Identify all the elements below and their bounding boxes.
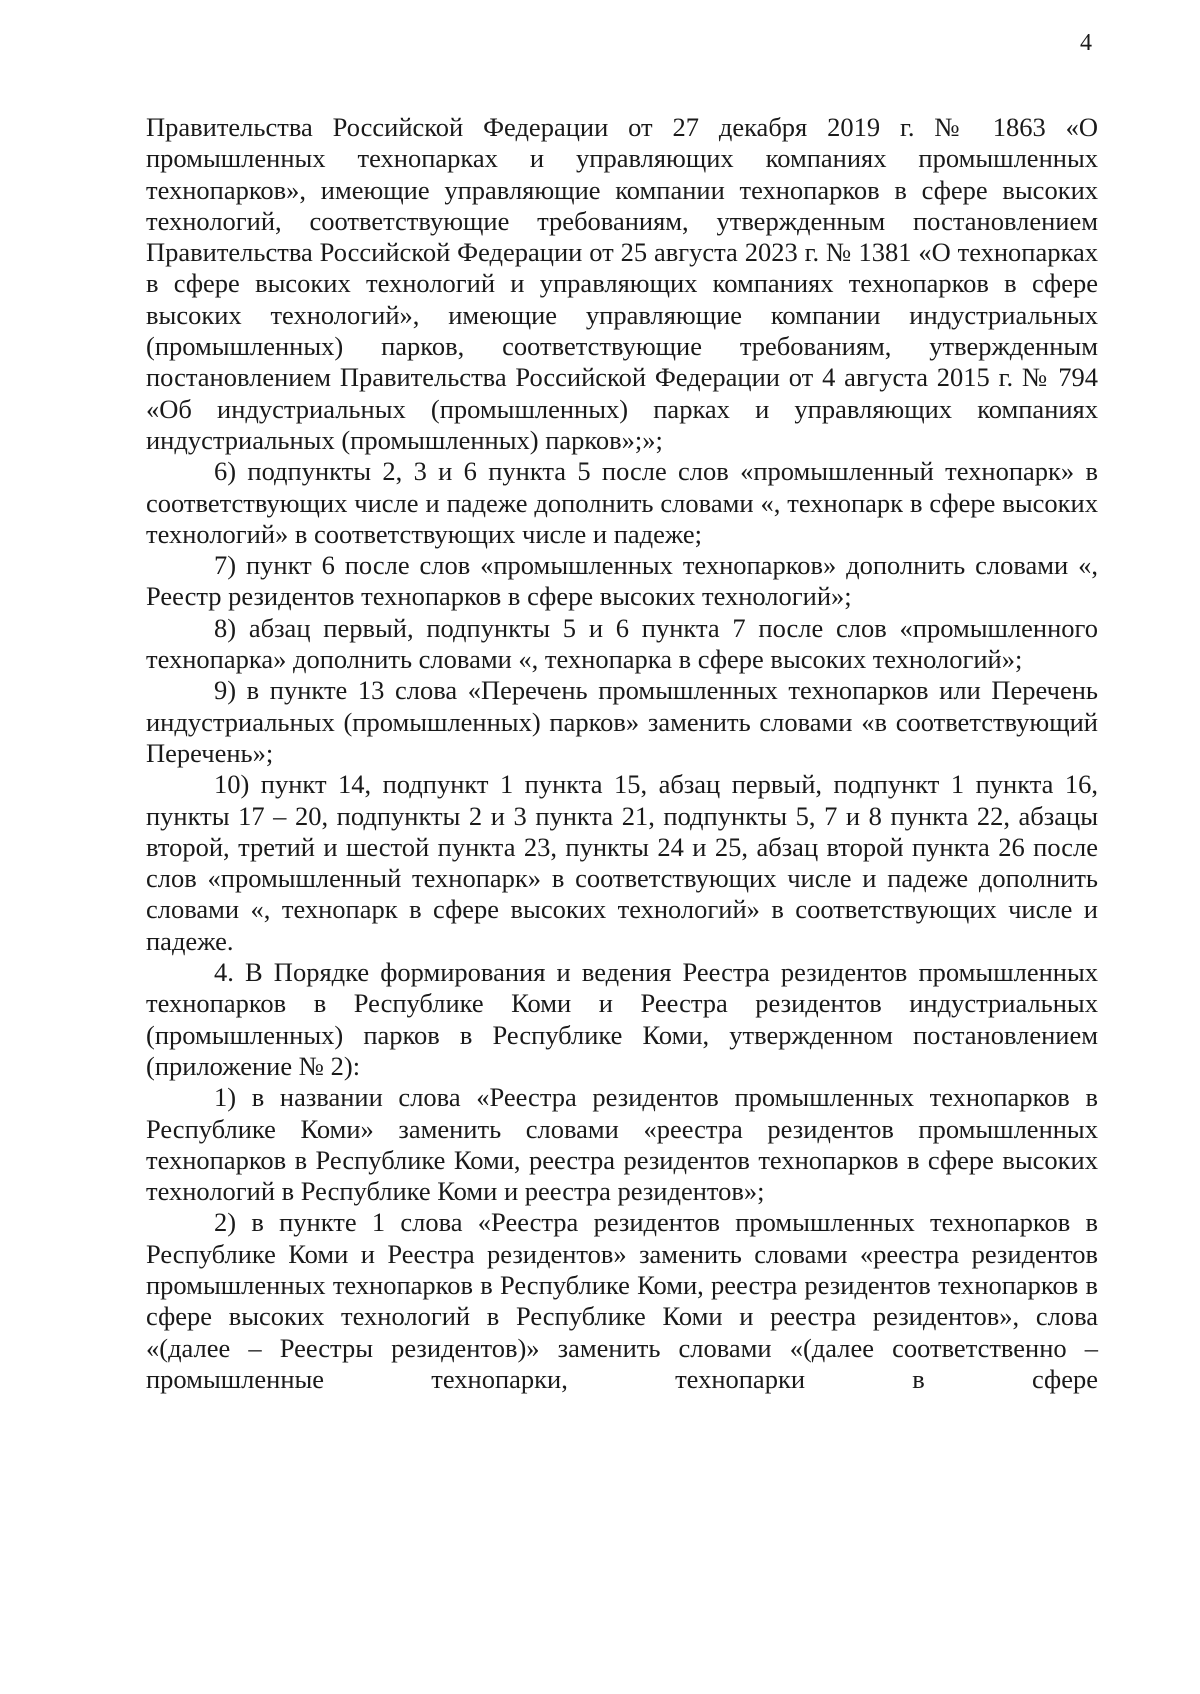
paragraph-item-10: 10) пункт 14, подпункт 1 пункта 15, абзац первый, подпункт 1 пункта 16, пункты 17 – 20, подпункты 2 и 3 пункта 21, подпункты 5, 7 и 8 пункта 22, абзацы второй, третий и шестой пункта 23, пункты 24 и 25, абзац второй пункта 26 после слов «промышленный технопарк» в соответствующих числе и падеже дополнить словами «, технопарк в сфере высоких технологий» в соответствующих числе и падеже. (146, 769, 1098, 956)
document-body (146, 112, 1098, 1395)
paragraph-item-8: 8) абзац первый, подпункты 5 и 6 пункта 7 после слов «промышленного технопарка» дополнить словами «, технопарка в сфере высоких технологий»; (146, 612, 1098, 675)
paragraph-continuation: Правительства Российской Федерации от 27 декабря 2019 г. № 1863 «О промышленных технопарках и управляющих компаниях промышленных технопарков», имеющие управляющие компании технопарков в сфере высоких технологий, соответствующие требованиям, утвержденным постановлением Правительства Российской Федерации от 25 августа 2023 г. № 1381 «О технопарках в сфере высоких технологий и управляющих компаниях технопарков в сфере высоких технологий», имеющие управляющие компании индустриальных (промышленных) парков, соответствующие требованиям, утвержденным постановлением Правительства Российской Федерации от 4 августа 2015 г. № 794 «Об индустриальных (промышленных) парках и управляющих компаниях индустриальных (промышленных) парков»;»; (146, 112, 1098, 455)
paragraph-subitem-2: 2) в пункте 1 слова «Реестра резидентов промышленных технопарков в Республике Коми и Реестра резидентов» заменить словами «реестра резидентов промышленных технопарков в Республике Коми, реестра резидентов технопарков в сфере высоких технологий в Республике Коми и реестра резидентов», слова «(далее – Реестры резидентов)» заменить словами «(далее соответственно – промышленные технопарки, технопарки в сфере (146, 1207, 1098, 1394)
page-number: 4 (1080, 30, 1092, 56)
paragraph-item-7: 7) пункт 6 после слов «промышленных технопарков» дополнить словами «, Реестр резидентов технопарков в сфере высоких технологий»; (146, 550, 1098, 612)
paragraph-section-4: 4. В Порядке формирования и ведения Реестра резидентов промышленных технопарков в Республике Коми и Реестра резидентов индустриальных (промышленных) парков в Республике Коми, утвержденном постановлением (приложение № 2): (146, 957, 1098, 1081)
paragraph-subitem-1: 1) в названии слова «Реестра резидентов промышленных технопарков в Республике Коми» заменить словами «реестра резидентов промышленных технопарков в Республике Коми, реестра резидентов технопарков в сфере высоких технологий в Республике Коми и реестра резидентов»; (146, 1082, 1098, 1207)
paragraph-item-9: 9) в пункте 13 слова «Перечень промышленных технопарков или Перечень индустриальных (промышленных) парков» заменить словами «в соответствующий Перечень»; (146, 675, 1098, 768)
paragraph-item-6: 6) подпункты 2, 3 и 6 пункта 5 после слов «промышленный технопарк» в соответствующих числе и падеже дополнить словами «, технопарк в сфере высоких технологий» в соответствующих числе и падеже; (146, 456, 1098, 549)
